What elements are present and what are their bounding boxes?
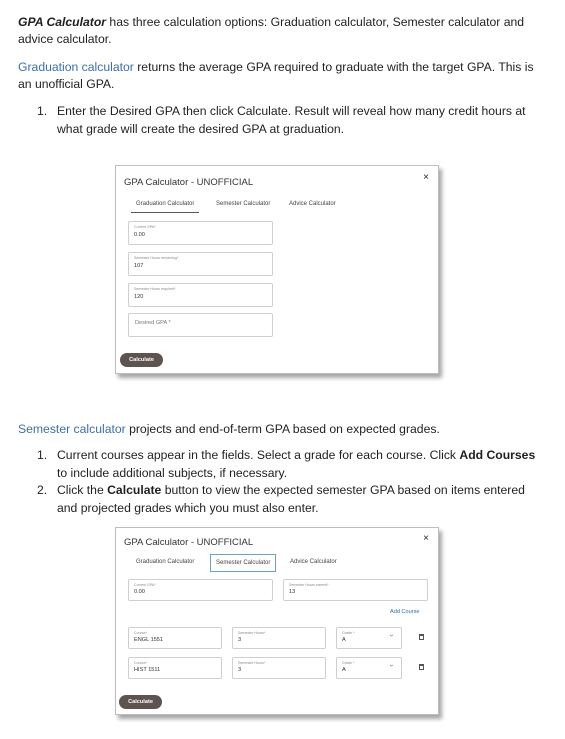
semester-hours-field[interactable] (232, 627, 326, 649)
graduation-calculator-link[interactable]: Graduation calculator (18, 60, 134, 74)
calculate-button[interactable]: Calculate (119, 695, 162, 709)
field-value: 107 (134, 263, 144, 269)
field-value: 0.00 (134, 589, 145, 595)
semester-hours-remaining-field[interactable] (128, 252, 273, 276)
add-course-link[interactable]: Add Course (390, 609, 420, 615)
gpa-calculator-dialog-semester (115, 527, 439, 715)
current-gpa-field[interactable] (128, 579, 273, 601)
field-value: 120 (134, 294, 144, 300)
tab-advice-calculator[interactable]: Advice Calculator (289, 201, 336, 207)
grade-select[interactable] (336, 627, 402, 649)
course-field[interactable] (128, 657, 222, 679)
field-value: 3 (238, 637, 242, 643)
field-label: Course* (134, 631, 147, 635)
intro-bold: GPA Calculator (18, 15, 107, 29)
semester-calculator-link[interactable]: Semester calculator (18, 422, 126, 436)
field-label: Semester Hours required* (134, 287, 176, 291)
field-label: Grade * (342, 631, 355, 635)
step-number: 2. (37, 483, 48, 497)
field-value: A (342, 637, 346, 643)
trash-icon[interactable] (419, 634, 424, 640)
tab-graduation-calculator[interactable]: Graduation Calculator (131, 196, 199, 213)
field-value: ENGL 1551 (134, 637, 164, 643)
tab-advice-calculator[interactable]: Advice Calculator (290, 559, 337, 565)
field-label: Current GPA* (134, 225, 156, 229)
field-label: Grade * (342, 661, 355, 665)
semester-hours-required-field[interactable] (128, 283, 273, 307)
step-text: Current courses appear in the fields. Select a grade for each course. Click Add Courses to include additional subjects, if necessary. (57, 448, 536, 480)
graduation-paragraph (18, 59, 548, 93)
intro-paragraph (18, 14, 548, 48)
graduation-text: returns the average GPA required to graduate with the target GPA. This is an unofficial GPA. (18, 60, 534, 91)
course-field[interactable] (128, 627, 222, 649)
field-label: Semester Hours remaining* (134, 256, 179, 260)
calculate-button[interactable]: Calculate (120, 353, 163, 367)
tab-graduation-calculator[interactable]: Graduation Calculator (136, 559, 195, 565)
desired-gpa-field[interactable] (128, 313, 273, 337)
chevron-down-icon: › (387, 634, 395, 637)
intro-text: has three calculation options: Graduation calculator, Semester calculator and advice calculator. (18, 15, 525, 46)
trash-icon[interactable] (419, 664, 424, 670)
semester-hours-field[interactable] (232, 657, 326, 679)
tab-semester-calculator[interactable]: Semester Calculator (216, 201, 271, 207)
dialog-title: GPA Calculator - UNOFFICIAL (124, 177, 254, 188)
tab-semester-calculator[interactable]: Semester Calculator (210, 554, 276, 572)
step-text: Click the Calculate button to view the expected semester GPA based on items entered and projected grades which you must also enter. (57, 483, 525, 515)
chevron-down-icon: › (387, 664, 395, 667)
field-value: A (342, 667, 346, 673)
field-value: 0.00 (134, 232, 145, 238)
current-gpa-field[interactable] (128, 221, 273, 245)
field-placeholder: Desired GPA * (135, 320, 171, 326)
field-value: 3 (238, 667, 242, 673)
grade-select[interactable] (336, 657, 402, 679)
field-label: Semester Hours earned* (289, 583, 329, 587)
field-label: Semester Hours* (238, 631, 266, 635)
step-text: Enter the Desired GPA then click Calculate. Result will reveal how many credit hours at what grade will create the desired GPA at graduation. (57, 104, 526, 136)
field-label: Current GPA* (134, 583, 156, 587)
semester-paragraph (18, 421, 548, 438)
semester-hours-earned-field[interactable] (283, 579, 428, 601)
field-label: Course* (134, 661, 147, 665)
step-number: 1. (37, 104, 48, 118)
dialog-title: GPA Calculator - UNOFFICIAL (124, 537, 254, 548)
field-value: 13 (289, 589, 296, 595)
field-label: Semester Hours* (238, 661, 266, 665)
step-number: 1. (37, 448, 48, 462)
gpa-calculator-dialog-graduation (115, 165, 439, 374)
semester-text: projects and end-of-term GPA based on expected grades. (125, 422, 440, 436)
close-icon[interactable]: × (423, 533, 429, 544)
field-value: HIST 1511 (134, 667, 161, 673)
close-icon[interactable]: × (423, 172, 429, 183)
